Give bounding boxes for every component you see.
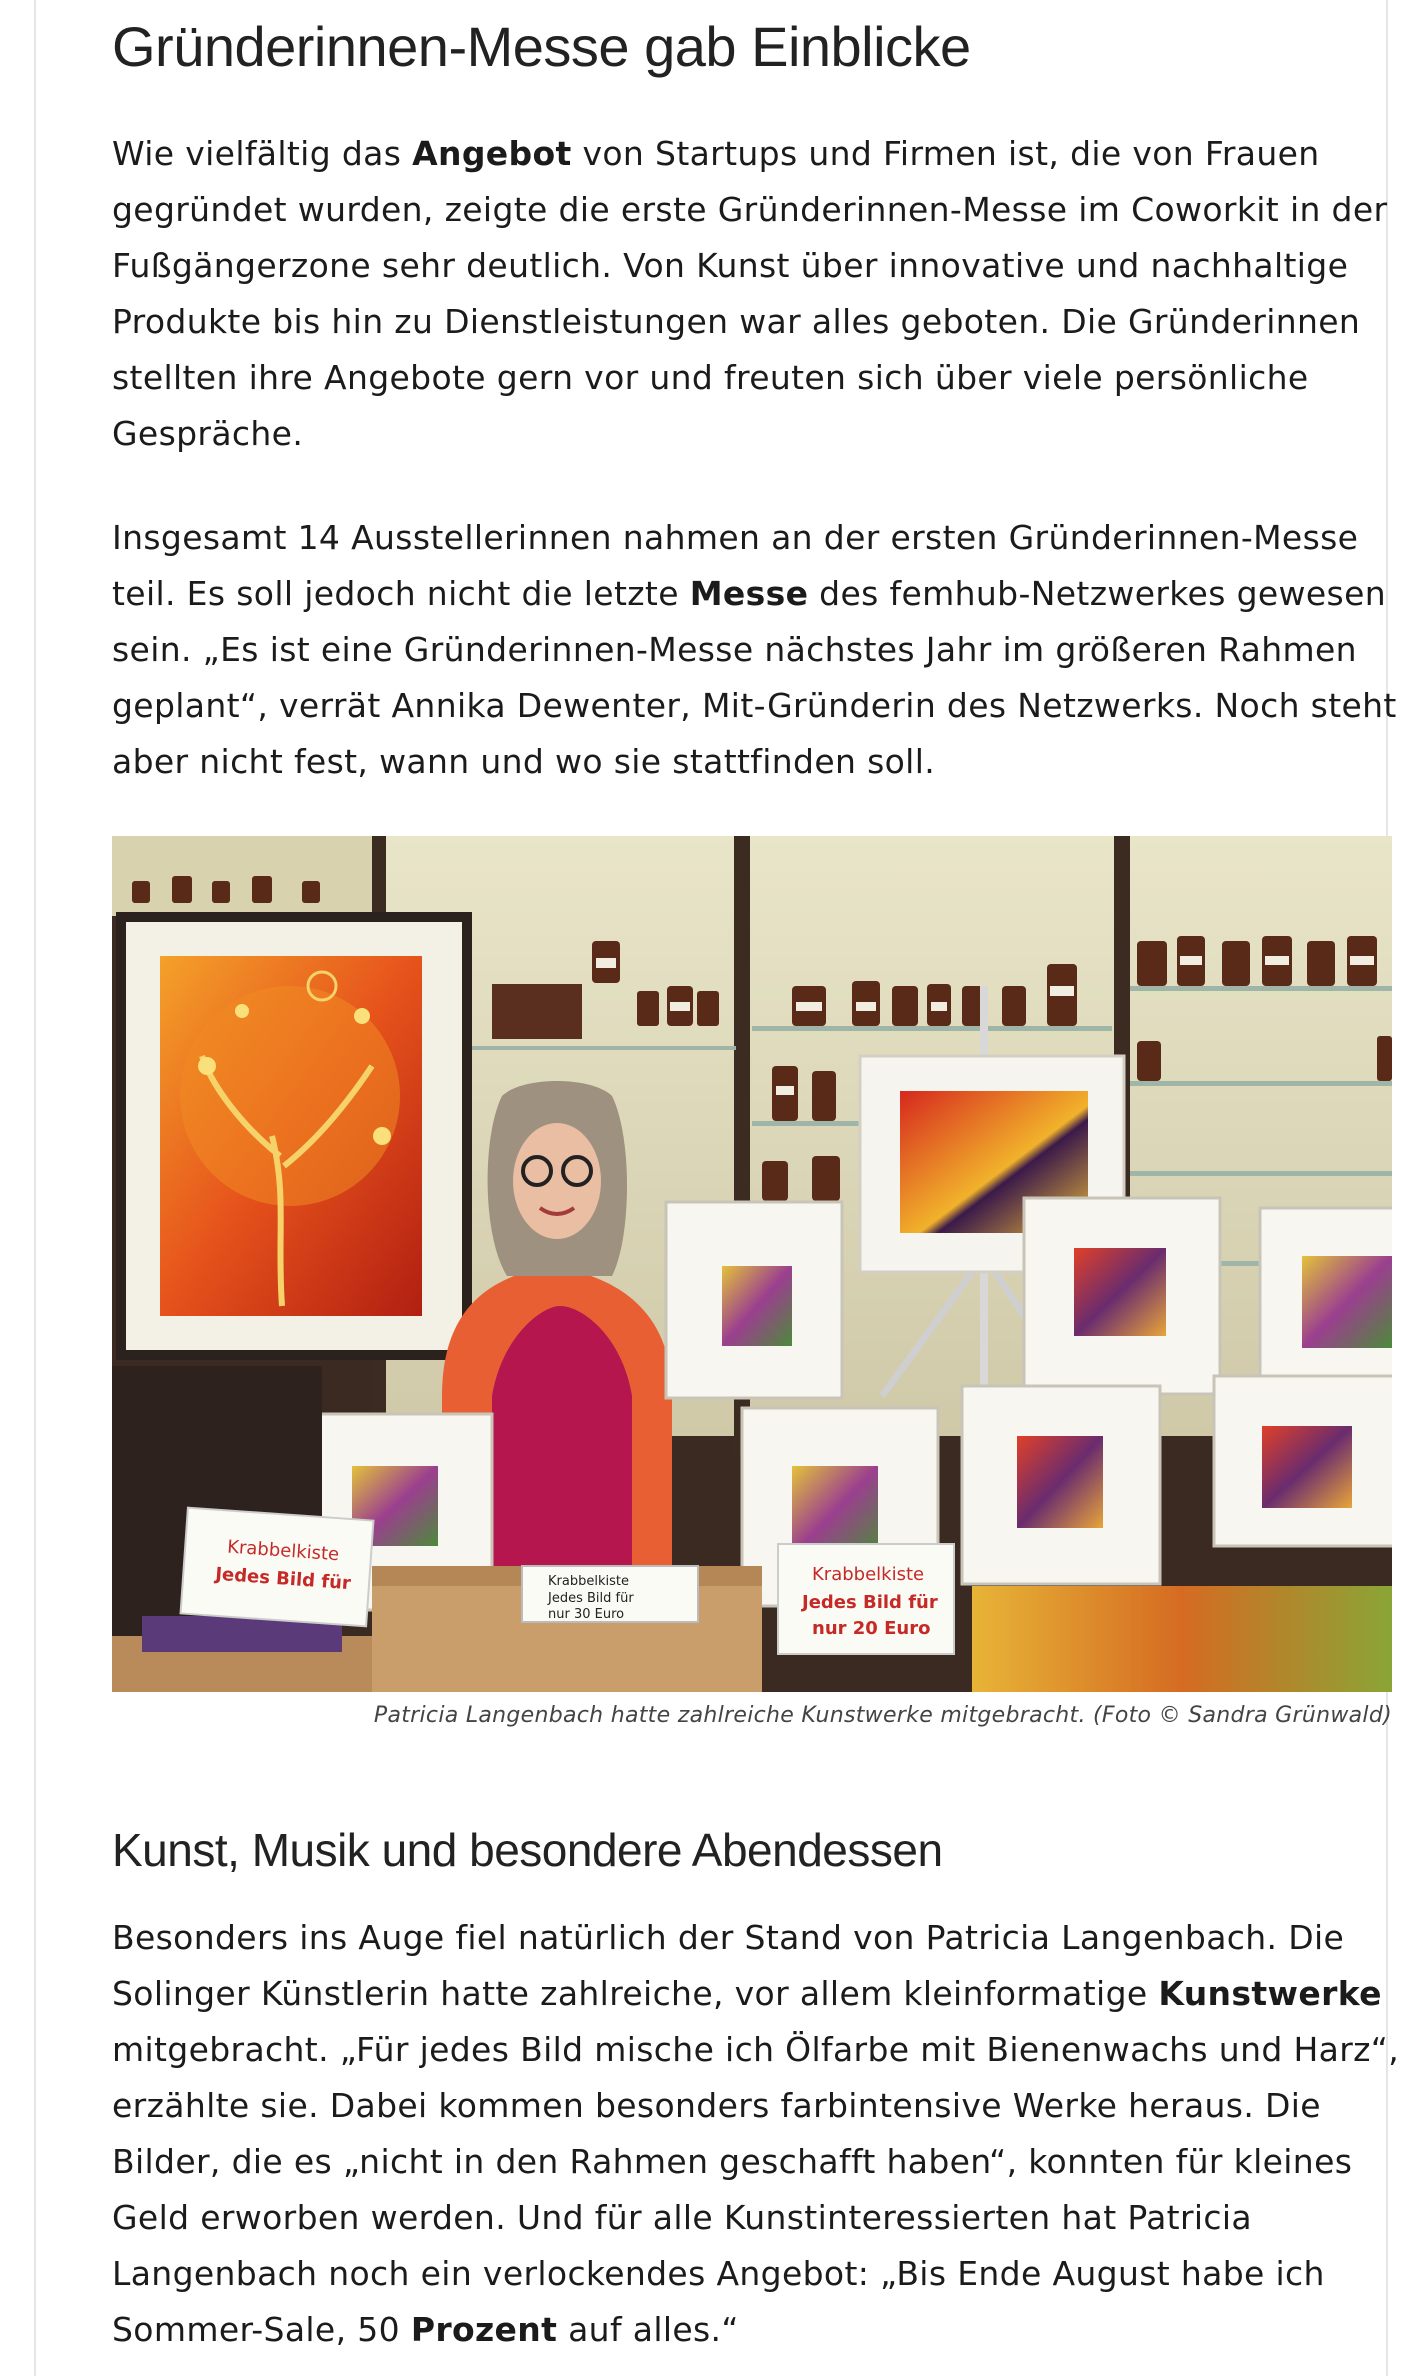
sign-center-line3: nur 30 Euro (548, 1607, 625, 1622)
text: Besonders ins Auge fiel natürlich der Stand von Patricia Langenbach. Die Solinger Künstlerin hatte zahlreiche, vor allem kleinformatige (112, 1918, 1345, 2013)
paragraph-intro (112, 126, 1402, 462)
text: mitgebracht. „Für jedes Bild mische ich Ölfarbe mit Bienenwachs und Harz“, erzählte sie. Dabei kommen besonders farbintensive Werke heraus. Die Bilder, die es „nicht in den Rahmen geschafft haben“, konnten für kleines Geld erworben werden. Und für alle Kunstinteressierten hat Patricia Langenbach noch ein verlockendes Angebot: „Bis Ende August habe ich Sommer-Sale, 50 (112, 2030, 1400, 2349)
text: von Startups und Firmen ist, die von Frauen gegründet wurden, zeigte die erste Gründerinnen-Messe im Coworkit in der Fußgängerzone sehr deutlich. Von Kunst über innovative und nachhaltige Produkte bis hin zu Dienstleistungen war alles geboten. Die Gründerinnen stellten ihre Angebote gern vor und freuten sich über viele persönliche Gespräche. (112, 134, 1388, 453)
article-subheading: Kunst, Musik und besondere Abendessen (112, 1824, 943, 1876)
sign-right-line2: Jedes Bild für (802, 1592, 938, 1613)
sign-center-line1: Krabbelkiste (548, 1574, 629, 1589)
article-column (34, 0, 1400, 2376)
text: Wie vielfältig das (112, 134, 413, 173)
bold-link[interactable]: Kunstwerke (1158, 1974, 1382, 2013)
article-photo (112, 836, 1392, 1692)
bold-link[interactable]: Angebot (412, 134, 572, 173)
bold-link[interactable]: Messe (689, 574, 809, 613)
sign-left (181, 1508, 374, 1627)
sign-right (778, 1544, 954, 1654)
paragraph-artist (112, 1910, 1402, 2358)
text: Insgesamt 14 Ausstellerinnen nahmen an der ersten Gründerinnen-Messe teil. Es soll jedoch nicht die letzte (112, 518, 1359, 613)
sign-right-line3: nur 20 Euro (812, 1618, 931, 1639)
sign-left-line2: Jedes Bild für (214, 1563, 352, 1595)
photo-caption: Patricia Langenbach hatte zahlreiche Kunstwerke mitgebracht. (Foto © Sandra Grünwald) (373, 1703, 1392, 1728)
text: auf alles.“ (557, 2310, 739, 2349)
sign-center (522, 1566, 698, 1622)
sign-center-line2: Jedes Bild für (548, 1591, 634, 1606)
article-heading: Gründerinnen-Messe gab Einblicke (112, 15, 971, 78)
bold-link[interactable]: Prozent (410, 2310, 558, 2349)
sign-left-line1: Krabbelkiste (226, 1536, 340, 1566)
photo-artist-booth (112, 836, 1392, 1692)
sign-right-line1: Krabbelkiste (812, 1564, 925, 1585)
text: des femhub-Netzwerkes gewesen sein. „Es ist eine Gründerinnen-Messe nächstes Jahr im größeren Rahmen geplant“, verrät Annika Dewenter, Mit-Gründerin des Netzwerks. Noch steht aber nicht fest, wann und wo sie stattfinden soll. (112, 574, 1397, 781)
paragraph-exhibitors (112, 510, 1402, 790)
